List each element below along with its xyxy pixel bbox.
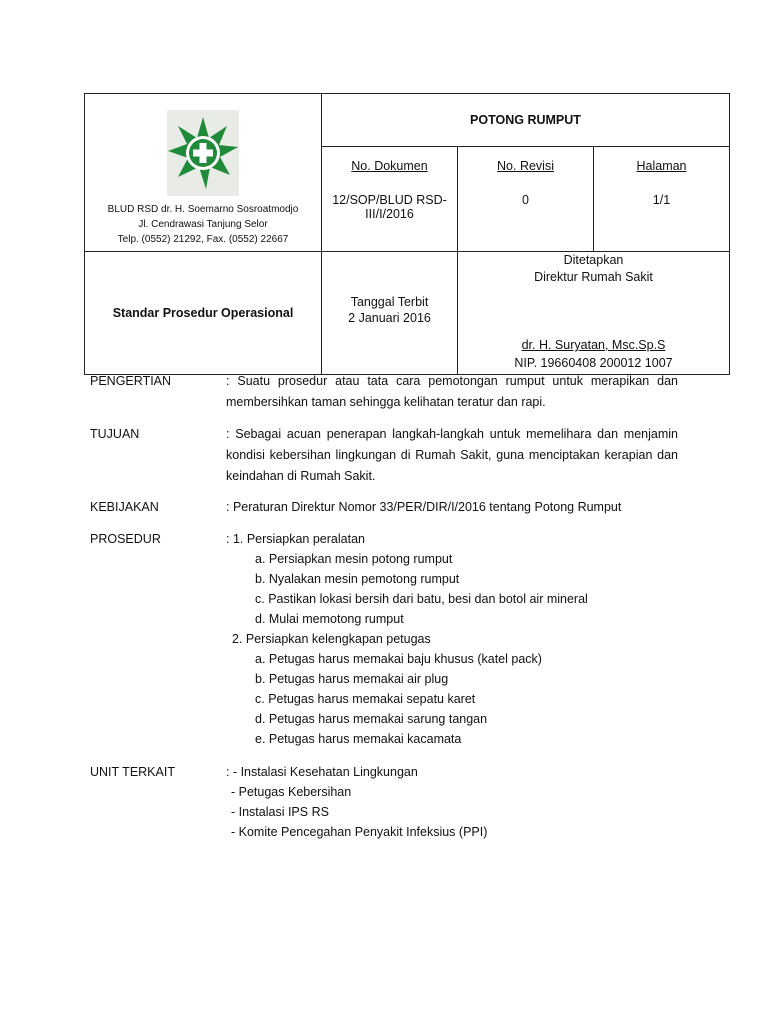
dokumen-label: No. Dokumen	[351, 159, 428, 173]
dokumen-cell	[322, 147, 458, 252]
signer-name: dr. H. Suryatan, Msc.Sp.S	[521, 338, 666, 352]
institution-phone: Telp. (0552) 21292, Fax. (0552) 22667	[117, 234, 289, 245]
list-item: c. Petugas harus memakai sepatu karet	[255, 692, 476, 706]
ditetapkan-role: Direktur Rumah Sakit	[534, 270, 653, 284]
kebijakan-text: : Peraturan Direktur Nomor 33/PER/DIR/I/2016 tentang Potong Rumput	[226, 500, 622, 514]
institution-name: BLUD RSD dr. H. Soemarno Sosroatmodjo	[107, 204, 299, 215]
institution-address: Jl. Cendrawasi Tanjung Selor	[138, 219, 268, 230]
list-item: d. Petugas harus memakai sarung tangan	[255, 712, 488, 726]
institution-cell	[85, 94, 322, 252]
tanggal-value: 2 Januari 2016	[348, 311, 431, 325]
list-item: a. Persiapkan mesin potong rumput	[255, 552, 453, 566]
document-title: POTONG RUMPUT	[322, 94, 730, 147]
pengertian-label: PENGERTIAN	[90, 374, 172, 388]
tujuan-label: TUJUAN	[90, 427, 140, 441]
tanggal-cell	[322, 252, 458, 375]
list-item: b. Petugas harus memakai air plug	[255, 672, 449, 686]
signer-nip: NIP. 19660408 200012 1007	[514, 356, 673, 370]
unit-terkait-label: UNIT TERKAIT	[90, 765, 175, 779]
list-item: - Petugas Kebersihan	[231, 785, 352, 799]
kebijakan-label: KEBIJAKAN	[90, 500, 159, 514]
pengertian-text: : Suatu prosedur atau tata cara pemotongan rumput untuk merapikan dan membersihkan taman sehingga kelihatan teratur dan rapi.	[226, 374, 678, 409]
list-item: b. Nyalakan mesin pemotong rumput	[255, 572, 460, 586]
halaman-cell	[594, 147, 730, 252]
tujuan-text: : Sebagai acuan penerapan langkah-langkah untuk memelihara dan menjamin kondisi kebersihan lingkungan di Rumah Sakit, guna menciptakan kerapian dan keindahan di Rumah Sakit.	[226, 427, 678, 483]
revisi-label: No. Revisi	[497, 159, 554, 173]
prosedur-step-2: 2. Persiapkan kelengkapan petugas	[232, 632, 431, 646]
list-item: e. Petugas harus memakai kacamata	[255, 732, 462, 746]
list-item: - Komite Pencegahan Penyakit Infeksius (PPI)	[231, 825, 488, 839]
revisi-cell	[458, 147, 594, 252]
tanggal-label: Tanggal Terbit	[350, 295, 429, 309]
prosedur-label: PROSEDUR	[90, 532, 161, 546]
list-item: : - Instalasi Kesehatan Lingkungan	[226, 765, 418, 779]
header-table	[84, 93, 730, 375]
halaman-value: 1/1	[652, 193, 671, 207]
ditetapkan-cell	[458, 252, 730, 375]
prosedur-step-1: : 1. Persiapkan peralatan	[226, 532, 365, 546]
revisi-value: 0	[522, 193, 529, 207]
dokumen-value: 12/SOP/BLUD RSD-III/I/2016	[332, 193, 447, 221]
hospital-logo-icon	[167, 110, 239, 196]
list-item: d. Mulai memotong rumput	[255, 612, 404, 626]
list-item: a. Petugas harus memakai baju khusus (katel pack)	[255, 652, 542, 666]
sop-label: Standar Prosedur Operasional	[85, 252, 322, 375]
list-item: - Instalasi IPS RS	[231, 805, 329, 819]
list-item: c. Pastikan lokasi bersih dari batu, besi dan botol air mineral	[255, 592, 588, 606]
ditetapkan-label: Ditetapkan	[563, 253, 624, 267]
halaman-label: Halaman	[636, 159, 687, 173]
